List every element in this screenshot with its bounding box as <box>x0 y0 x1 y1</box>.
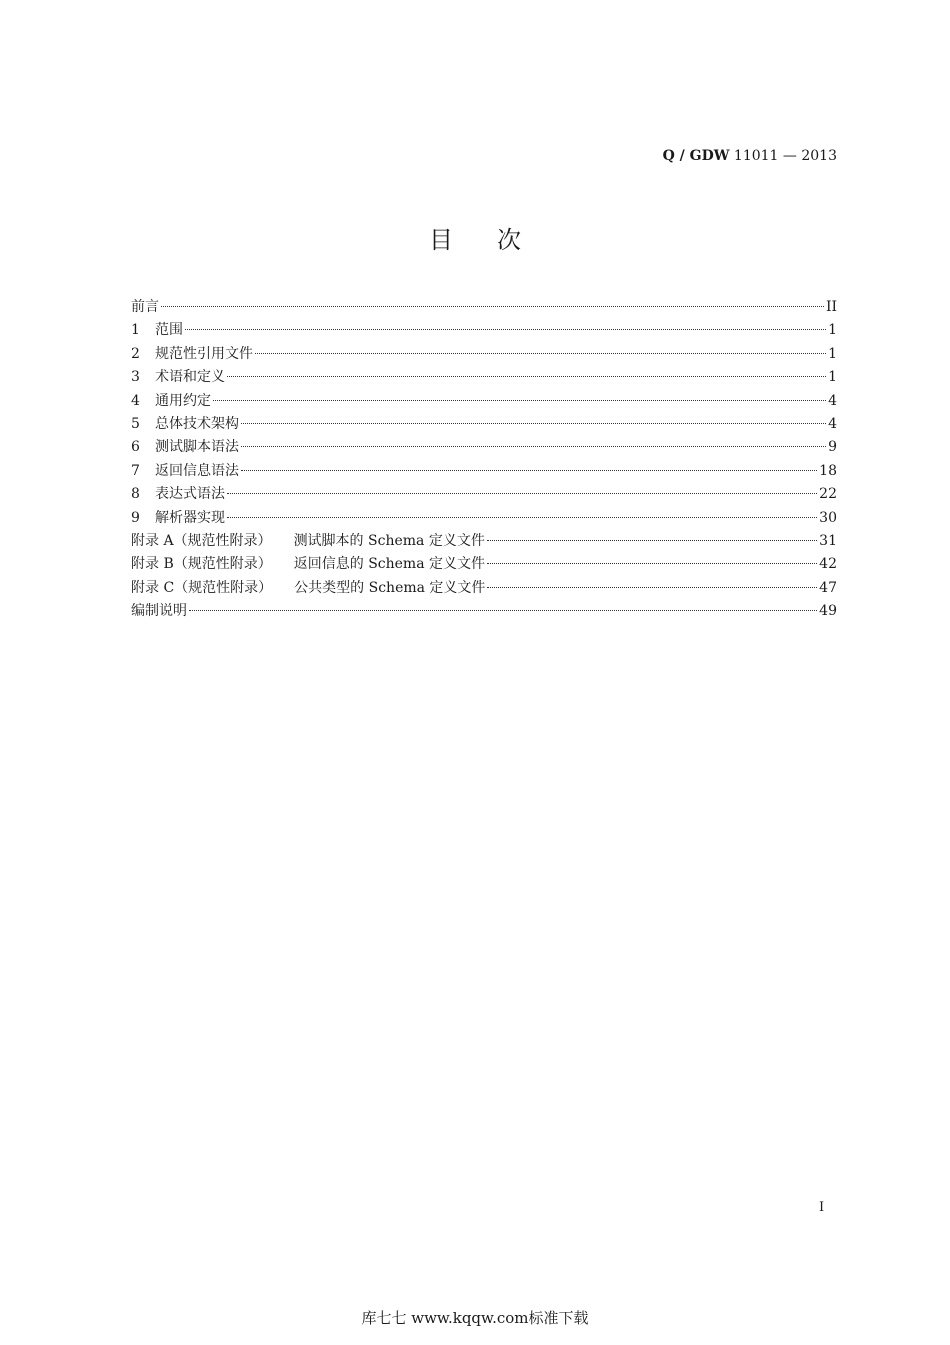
toc-entry-label <box>131 600 187 623</box>
toc-entry-label <box>131 366 225 389</box>
toc-entry-label <box>131 343 253 366</box>
toc-entry[interactable] <box>131 483 837 506</box>
dot-leader <box>487 539 817 541</box>
toc-entry-label <box>131 390 211 413</box>
footer-watermark: 库七七 www.kqqw.com标准下载 <box>361 1309 589 1327</box>
toc-entry-title: 附录 B（规范性附录） <box>131 556 272 573</box>
toc-entry[interactable] <box>131 343 837 366</box>
dot-leader <box>213 399 826 401</box>
toc-entry-title: 返回信息语法 <box>155 462 239 479</box>
table-of-contents <box>131 296 837 623</box>
toc-entry[interactable] <box>131 553 837 576</box>
toc-entry-label <box>131 507 225 530</box>
toc-entry-label <box>131 577 485 600</box>
toc-entry-number: 3 <box>131 369 140 386</box>
toc-entry-title: 表达式语法 <box>155 486 225 503</box>
toc-entry-number: 8 <box>131 486 140 503</box>
toc-entry[interactable] <box>131 460 837 483</box>
dot-leader <box>227 375 826 377</box>
toc-entry-label <box>131 436 239 459</box>
toc-entry[interactable] <box>131 413 837 436</box>
dot-leader <box>487 562 817 564</box>
dot-leader <box>241 445 826 447</box>
toc-entry-title: 规范性引用文件 <box>155 345 253 362</box>
toc-entry-label <box>131 460 239 483</box>
dot-leader <box>227 516 817 518</box>
toc-entry-title: 测试脚本语法 <box>155 439 239 456</box>
toc-entry-page: II <box>825 299 837 315</box>
toc-entry-title: 术语和定义 <box>155 369 225 386</box>
toc-entry-page: 4 <box>828 392 837 409</box>
dot-leader <box>487 586 817 588</box>
toc-entry[interactable] <box>131 366 837 389</box>
toc-entry-page: 18 <box>819 462 837 479</box>
dot-leader <box>241 422 826 424</box>
toc-entry[interactable] <box>131 436 837 459</box>
page-title: 目次 <box>429 226 565 254</box>
toc-entry[interactable] <box>131 507 837 530</box>
toc-entry-title: 附录 A（规范性附录） <box>131 532 272 549</box>
toc-entry-page: 22 <box>819 486 837 503</box>
toc-entry-label <box>131 530 485 553</box>
toc-entry[interactable] <box>131 319 837 342</box>
toc-entry-title: 编制说明 <box>131 603 187 620</box>
toc-entry-title: 附录 C（规范性附录） <box>131 579 273 596</box>
dot-leader <box>189 609 817 611</box>
toc-entry-page: 1 <box>828 345 837 362</box>
toc-entry[interactable] <box>131 577 837 600</box>
toc-entry[interactable] <box>131 530 837 553</box>
toc-entry-title: 范围 <box>155 322 183 339</box>
toc-entry[interactable] <box>131 296 837 319</box>
toc-entry-label <box>131 319 183 342</box>
toc-entry-subtitle: 测试脚本的 Schema 定义文件 <box>293 532 485 549</box>
toc-entry-label <box>131 296 159 319</box>
toc-entry-number: 7 <box>131 462 140 479</box>
toc-entry-page: 4 <box>828 415 837 432</box>
toc-entry-page: 47 <box>819 579 837 596</box>
toc-entry-title: 解析器实现 <box>155 509 225 526</box>
toc-entry-page: 1 <box>828 369 837 386</box>
toc-entry-number: 5 <box>131 415 140 432</box>
dot-leader <box>161 305 824 307</box>
document-code <box>663 148 837 164</box>
toc-entry-label <box>131 553 485 576</box>
toc-entry-page: 9 <box>828 439 837 456</box>
dot-leader <box>185 328 826 330</box>
dot-leader <box>255 352 826 354</box>
toc-entry-page: 42 <box>819 556 837 573</box>
toc-entry-page: 30 <box>819 509 837 526</box>
standard-number: 11011 — 2013 <box>733 148 837 164</box>
toc-entry-number: 9 <box>131 509 140 526</box>
toc-entry-subtitle: 公共类型的 Schema 定义文件 <box>294 579 486 596</box>
toc-entry-subtitle: 返回信息的 Schema 定义文件 <box>293 556 486 573</box>
toc-entry[interactable] <box>131 600 837 623</box>
toc-entry-number: 6 <box>131 439 140 456</box>
toc-entry-page: 31 <box>819 532 837 549</box>
toc-entry-number: 2 <box>131 345 140 362</box>
toc-entry-label <box>131 413 239 436</box>
page-number: I <box>819 1200 825 1215</box>
standard-code: Q / GDW <box>662 148 730 164</box>
toc-entry-title: 通用约定 <box>155 392 211 409</box>
toc-entry-page: 49 <box>819 603 837 620</box>
toc-entry-number: 4 <box>131 392 140 409</box>
toc-entry-number: 1 <box>131 322 140 339</box>
dot-leader <box>227 492 817 494</box>
toc-entry[interactable] <box>131 390 837 413</box>
toc-entry-title: 总体技术架构 <box>155 415 239 432</box>
toc-entry-label <box>131 483 225 506</box>
toc-entry-page: 1 <box>828 322 837 339</box>
toc-entry-title: 前言 <box>131 299 159 315</box>
dot-leader <box>241 469 817 471</box>
